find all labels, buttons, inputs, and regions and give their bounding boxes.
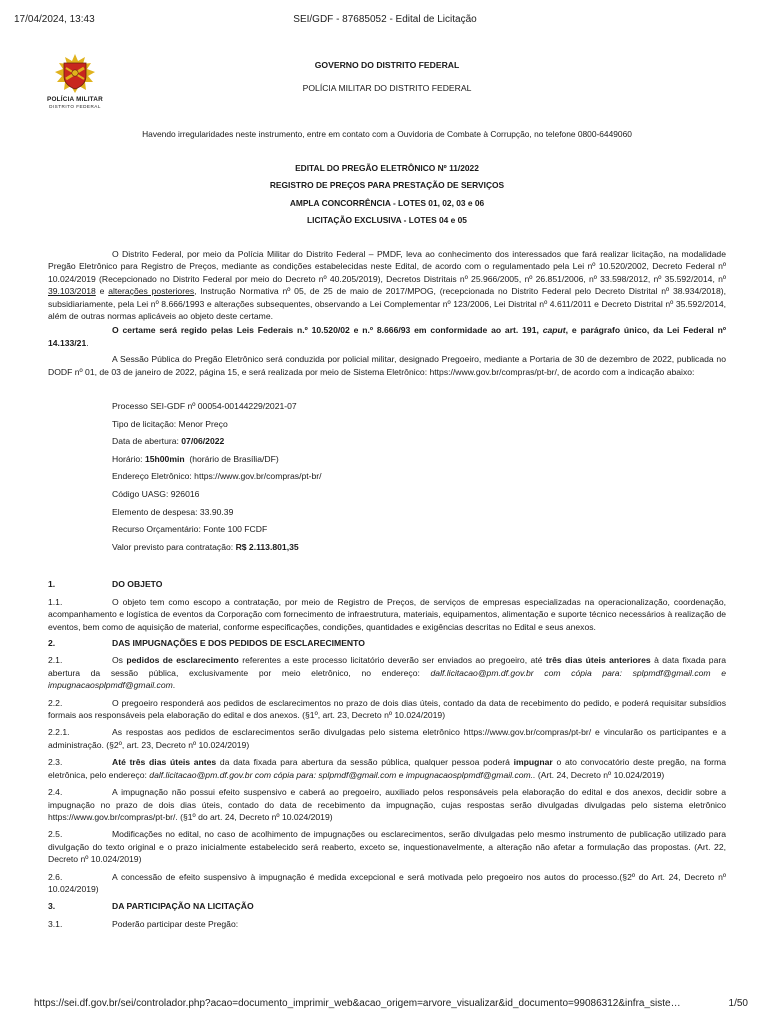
clause-3-1 xyxy=(48,918,726,930)
clause-1-1 xyxy=(48,596,726,633)
section-3-heading xyxy=(48,900,726,912)
document-body xyxy=(48,248,726,930)
clause-bold: impugnar xyxy=(513,757,553,768)
section-title: DAS IMPUGNAÇÕES E DOS PEDIDOS DE ESCLARECIMENTO xyxy=(112,638,365,649)
intro-p1-mid: e xyxy=(95,286,109,297)
clause-2-3 xyxy=(48,756,726,781)
page-number: 1/50 xyxy=(728,998,748,1009)
clause-email-text: dalf.licitacao@pm.df.gov.br com cópia para: splpmdf@gmail.com e impugnacaosplpmdf@gmail.com xyxy=(48,667,726,691)
clause-2-2-1 xyxy=(48,726,726,751)
clause-2-1 xyxy=(48,654,726,691)
clause-bold: Até três dias úteis antes xyxy=(112,757,217,768)
info-data xyxy=(112,433,726,451)
clause-number: 1.1. xyxy=(48,596,63,607)
print-url: https://sei.df.gov.br/sei/controlador.php?acao=documento_imprimir_web&acao_origem=arvore_visualizar&id_documento=99086312&infra_siste… xyxy=(34,998,681,1009)
clause-text: (Art. 24, Decreto nº 10.024/2019) xyxy=(535,769,665,780)
clause-number: 2.5. xyxy=(48,829,63,840)
info-hora-label: Horário: xyxy=(112,453,145,464)
clause-text: Os xyxy=(112,655,127,666)
clause-2-6 xyxy=(48,871,726,896)
section-title: DO OBJETO xyxy=(112,579,163,590)
info-elemento: Elemento de despesa: 33.90.39 xyxy=(112,506,234,517)
info-hora-value: 15h00min xyxy=(144,453,185,464)
intro-p1-text-b: , Instrução Normativa nº 05, de 25 de maio de 2017/MPOG, (recepcionada no Distrito Federal pelo Decreto Distrital nº 38.934/2018), subsidiariamente, pela Lei nº 8.666/1993 e alterações subsequentes, observando a Lei Complementar nº 123/2006, Lei Distrital nº 4.611/2011 e Decreto Distrital nº 35.592/2014, além de outras normas aplicáveis ao objeto deste certame. xyxy=(48,286,726,322)
clause-number: 2.2. xyxy=(48,697,63,708)
clause-2-5 xyxy=(48,828,726,865)
clause-text: Poderão participar deste Pregão: xyxy=(112,918,239,929)
title-line-4: LICITAÇÃO EXCLUSIVA - LOTES 04 e 05 xyxy=(307,214,467,225)
print-header xyxy=(14,14,756,28)
edital-titles xyxy=(48,162,726,231)
clause-text: O pregoeiro responderá aos pedidos de esclarecimentos no prazo de dois dias úteis, contado da data de recebimento do pedido, e poderá requisitar subsídios formais aos responsáveis pela elaboração do edital e dos anexos. (§1º, art. 23, Decreto nº 10.024/2019) xyxy=(48,697,726,721)
clause-text: . xyxy=(172,680,176,691)
intro-p2-text-b: , e parágrafo único, da Lei Federal nº 14.133/21 xyxy=(48,325,726,348)
intro-p2-caput: caput xyxy=(542,325,566,336)
header-gov: GOVERNO DO DISTRITO FEDERAL xyxy=(314,60,460,70)
info-data-value: 07/06/2022 xyxy=(181,436,225,447)
info-valor xyxy=(112,539,726,557)
title-line-2: REGISTRO DE PREÇOS PARA PRESTAÇÃO DE SERVIÇOS xyxy=(269,180,505,191)
intro-paragraph-1 xyxy=(48,248,726,322)
amendments-link[interactable]: alterações posteriores xyxy=(108,286,195,297)
info-hora-suffix: (horário de Brasília/DF) xyxy=(184,453,279,464)
section-number: 2. xyxy=(48,638,56,649)
print-footer xyxy=(34,998,756,1012)
info-valor-value: R$ 2.113.801,35 xyxy=(235,541,299,552)
clause-number: 2.1. xyxy=(48,655,63,666)
clause-text: As respostas aos pedidos de esclarecimentos serão divulgadas pelo sistema eletrônico https://www.gov.br/compras/pt-br/ e vincularão os participantes e a administração. (§2º, art. 23, Decreto nº 10.024/2019) xyxy=(48,727,726,750)
section-1-heading xyxy=(48,578,726,590)
intro-p2-text-c: . xyxy=(86,337,89,348)
section-title: DA PARTICIPAÇÃO NA LICITAÇÃO xyxy=(112,901,254,912)
clause-text: da data fixada para abertura da sessão pública, qualquer pessoa poderá xyxy=(216,757,514,768)
clause-text: à data fixada para abertura da sessão pública, exclusivamente por meio eletrônico, no endereço: xyxy=(48,655,726,678)
clause-number: 2.2.1. xyxy=(48,727,70,738)
info-data-label: Data de abertura: xyxy=(112,436,182,447)
print-timestamp: 17/04/2024, 13:43 xyxy=(14,14,95,25)
clause-bold: três dias úteis anteriores xyxy=(545,655,651,666)
print-document-title: SEI/GDF - 87685052 - Edital de Licitação xyxy=(293,14,477,25)
info-endereco: Endereço Eletrônico: https://www.gov.br/compras/pt-br/ xyxy=(112,471,322,482)
clause-number: 2.6. xyxy=(48,871,63,882)
info-recurso: Recurso Orçamentário: Fonte 100 FCDF xyxy=(112,524,268,535)
clause-2-2 xyxy=(48,697,726,722)
section-number: 3. xyxy=(48,901,56,912)
clause-text: referentes a este processo licitatório deverão ser enviados ao pregoeiro, até xyxy=(238,655,546,666)
title-line-3: AMPLA CONCORRÊNCIA - LOTES 01, 02, 03 e 06 xyxy=(289,197,485,208)
clause-email-text: dalf.licitacao@pm.df.gov.br com cópia para: splpmdf@gmail.com e impugnacaosplpmdf@gmail.com.. xyxy=(149,769,536,780)
intro-p1-text-a: O Distrito Federal, por meio da Polícia Militar do Distrito Federal – PMDF, leva ao conhecimento dos interessados que fará realizar licitação, na modalidade Pregão Eletrônico para Registro de Preços, mediante as condições estabelecidas neste Edital, de acordo com o regulamentado pela Lei nº 10.520/2002, Decreto Federal nº 10.024/2019 (Recepcionado no Distrito Federal por meio do Decreto nº 40.205/2019), Decretos Distritais nº 25.966/2005, nº 26.851/2006, nº 33.598/2012, nº 35.592/2014, nº xyxy=(48,249,726,284)
intro-paragraph-2 xyxy=(48,324,726,349)
logo-line-1: POLÍCIA MILITAR xyxy=(47,96,103,103)
clause-text: Modificações no edital, no caso de acolhimento de impugnações ou esclarecimentos, serão divulgadas pelo mesmo instrumento de publicação utilizado para divulgação do texto original e o prazo inicialmente estabelecido será reaberto, exceto se, inquestionavelmente, a alteração não afetar a formulação das propostas. (Art. 22, Decreto nº 10.024/2019) xyxy=(48,829,726,865)
corruption-notice: Havendo irregularidades neste instrumento, entre em contato com a Ouvidoria de Combate à Corrupção, no telefone 0800-6449060 xyxy=(142,129,632,139)
logo-line-2: DISTRITO FEDERAL xyxy=(49,104,101,109)
clause-text: A impugnação não possui efeito suspensivo e caberá ao pregoeiro, auxiliado pelos responsáveis pela elaboração do edital e dos anexos, decidir sobre a impugnação no prazo de dois dias úteis, contado do data de recebimento da impugnação, cujas respostas serão divulgadas divulgadas pelo sistema eletrônico https://www.gov.br/compras/pt-br/. (§1º do art. 24, Decreto nº 10.024/2019) xyxy=(48,787,726,822)
decree-link[interactable]: 39.103/2018 xyxy=(48,286,96,297)
clause-number: 2.4. xyxy=(48,787,63,798)
intro-paragraph-3: A Sessão Pública do Pregão Eletrônico será conduzida por policial militar, designado Pregoeiro, mediante a Portaria de 30 de dezembro de 2022, publicada no DODF nº 01, de 03 de janeiro de 2022, página 15, e será realizada por meio de Sistema Eletrônico: https://www.gov.br/compras/pt-br/, de acordo com a indicação abaixo: xyxy=(48,354,726,377)
info-valor-label: Valor previsto para contratação: xyxy=(112,541,236,552)
section-number: 1. xyxy=(48,579,56,590)
intro-p2-text-a: O certame será regido pelas Leis Federais n.º 10.520/02 e n.º 8.666/93 em conformidade ao art. 191, xyxy=(112,325,543,336)
clause-2-4 xyxy=(48,786,726,823)
clause-number: 2.3. xyxy=(48,757,63,768)
clause-text: A concessão de efeito suspensivo à impugnação é medida excepcional e será motivada pelo pregoeiro nos autos do processo.(§2º do Art. 24, Decreto nº 10.024/2019) xyxy=(48,871,726,894)
info-uasg: Código UASG: 926016 xyxy=(112,489,200,500)
clause-text: O objeto tem como escopo a contratação, por meio de Registro de Preços, de serviços de empresas especializadas na operacionalização, coordenação, acompanhamento e logística de eventos da Corporação com fornecimento de infraestrutura, materiais, equipamentos, alimentação e suporte técnico necessários à realização de eventos, bem como de aquisição de material, conforme especificações, condições, quantidades e exigências descritas no Edital e seus anexos. xyxy=(48,596,726,632)
title-line-1: EDITAL DO PREGÃO ELETRÔNICO Nº 11/2022 xyxy=(295,163,479,173)
clause-bold: pedidos de esclarecimento xyxy=(126,655,239,666)
bid-info-block xyxy=(112,398,726,556)
info-horario xyxy=(112,451,726,469)
info-tipo: Tipo de licitação: Menor Preço xyxy=(112,418,228,429)
info-processo: Processo SEI-GDF nº 00054-00144229/2021-07 xyxy=(112,401,297,412)
header-org: POLÍCIA MILITAR DO DISTRITO FEDERAL xyxy=(302,83,472,93)
clause-text: o ato convocatório deste pregão, na forma eletrônica, pelo endereço: xyxy=(48,757,726,780)
section-2-heading xyxy=(48,637,726,649)
clause-number: 3.1. xyxy=(48,918,63,929)
